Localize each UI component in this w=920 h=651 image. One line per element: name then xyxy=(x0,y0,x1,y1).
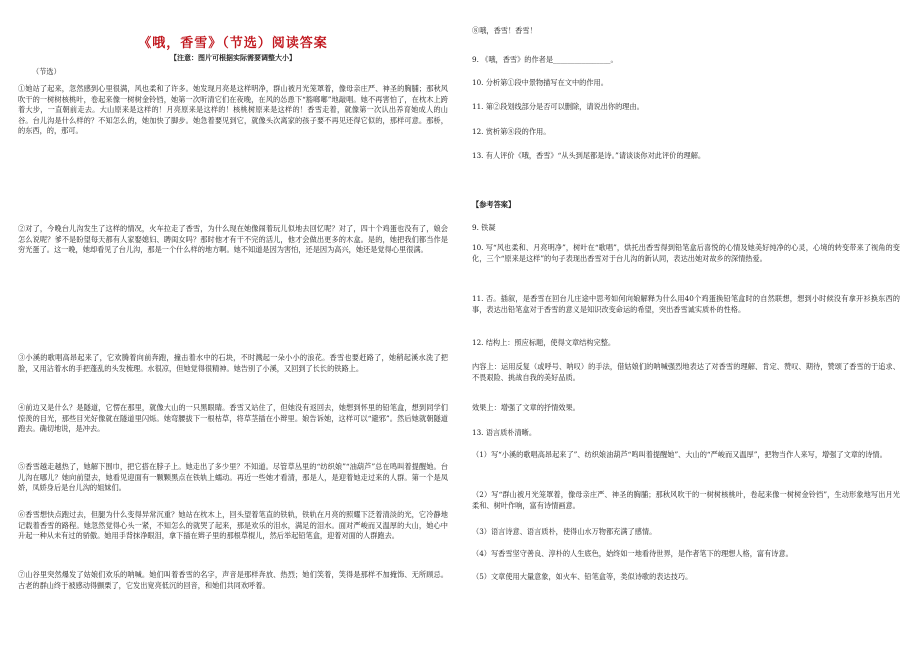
document-title: 《哦，香雪》（节选）阅读答案 xyxy=(138,36,328,51)
answer-13-point-2: （2）写“群山被月光笼罩着，像母亲庄严、神圣的胸脯；那秋风吹干的一树树核桃叶，卷起来像一树树金铃铛”，生动形象地写出月光柔和、树叶作响，富有诗情画意。 xyxy=(472,490,900,510)
answer-12-content: 内容上：运用反复（或呼号、呐叹）的手法，借姑娘们的呐喊强烈地表达了对香雪的理解、肯定、赞叹、期待，赞颂了香雪的于追求、不畏艰险、挑战自我的美好品质。 xyxy=(472,362,900,382)
question-12: 12. 赏析第⑧段的作用。 xyxy=(472,127,551,136)
paragraph-6: ⑥香雪想快点跑过去，但腿为什么变得异常沉重？她站在枕木上，回头望着笔直的铁轨，铁轨在月亮的照耀下泛着清淡的光，它冷静地记载着香雪的路程。她忽然觉得心头一紧，不知怎么的就哭了起来，那是欢乐的泪水，满足的泪水。面对严峻而又温厚的大山，她心中升起一种从未有过的骄傲。她用手背抹净眼泪，拿下插在辫子里的那根草棍儿，然后举起铅笔盒，迎着对面的人群跑去。 xyxy=(18,510,448,541)
paragraph-5: ⑤香雪越走越热了，她解下围巾，把它搭在脖子上。她走出了多少里？不知道。尽管草丛里的“纺织娘”“油葫芦”总在鸣叫着提醒她。台儿沟在哪儿？她向前望去，她看见迎面有一颗颗黑点在铁轨上蠕动。再近一些她才看清，那是人，是迎着她走过来的人群。第一个是凤娇，凤娇身后是台儿沟的姐妹们。 xyxy=(18,462,448,493)
paragraph-4: ④前边又是什么？是隧道，它愣在那里，就像大山的一只黑眼睛。香雪又站住了，但她没有返回去，她想到怀里的铅笔盒，想到同学们惊羡的目光，那些目光好像就在隧道里闪烁。她弯腰拔下一根枯草，将草茎插在小辫里。娘告诉她，这样可以“避邪”。然后她就朝隧道跑去。确切地说，是冲去。 xyxy=(18,403,448,434)
answer-13-point-5: （5）文章使用大量意象，如火车、铅笔盒等，类似诗歌的表达技巧。 xyxy=(472,572,693,581)
paragraph-2: ②对了，今晚台儿沟发生了这样的情况，火车拉走了香雪，为什么现在她像闹着玩儿似地去回忆呢？对了，四十个鸡蛋也没有了，娘会怎么说呢？爹不是盼望每天都有人家娶媳妇、聘闺女吗？那时他才有干不完的活儿，他才会做出更多的木盒。是的，她把我们都当作是穷光蛋了。这一晚，她却看见了台儿沟，那是一个什么样的地方啊。她不知道是因为害怕，还是因为高兴，她还是觉得心里很满。 xyxy=(18,224,448,255)
paragraph-1: ①她站了起来，忽然感到心里很满，风也柔和了许多。她发现月亮是这样明净，群山被月光笼罩着，像母亲庄严、神圣的胸脯；那秋风吹干的一树树核桃叶，卷起来像一树树金铃铛，她第一次听清它们在夜晚，在风的怂恿下“豁啷啷”地敲唱。她不再害怕了，在枕木上跨着大步，一直朝前走去。大山原来是这样的！月亮原来是这样的！核桃树原来是这样的！香雪走着，就像第一次认出养育她成人的山谷。台儿沟是什么样的？不知怎么的，她加快了脚步。她急着要见到它，就像头次离家的孩子要不再见还得它似的，那样可意。那桥，的东西，的，那可。 xyxy=(18,84,448,136)
paragraph-8: ⑧哦，香雪！香雪！ xyxy=(472,26,537,35)
answer-13-point-3: （3）语言诗意、语言质朴，使得山水万物都充满了感情。 xyxy=(472,527,657,536)
question-9: 9. 《哦，香雪》的作者是________________。 xyxy=(472,55,618,64)
answer-13-point-4: （4）写香雪坚守善良、淳朴的人生底色，始终如一地看待世界，是作者笔下的理想人格，富有诗意。 xyxy=(472,549,793,558)
answer-10: 10. 写“风也柔和、月亮明净”，树叶在“歌唱”，烘托出香雪得到铅笔盒后喜悦的心情及她美好纯净的心灵，心境的转变带来了视角的变化，三个“原来是这样”的句子表现出香雪对于台儿沟的新认同，表达出她对故乡的深情热爱。 xyxy=(472,243,900,263)
answer-12-effect: 效果上：增强了文章的抒情效果。 xyxy=(472,403,580,412)
question-10: 10. 分析第①段中景物描写在文中的作用。 xyxy=(472,78,608,87)
answer-9: 9. 铁凝 xyxy=(472,223,496,232)
image-note: 【注意：图片可根据实际需要调整大小】 xyxy=(170,53,296,62)
question-13: 13. 有人评价《哦，香雪》“从头到尾都是诗。”请谈谈你对此评价的理解。 xyxy=(472,151,706,160)
answer-12-structure: 12. 结构上：照应标题，使得文章结构完整。 xyxy=(472,338,616,347)
question-11: 11. 第②段划线部分是否可以删除，请说出你的理由。 xyxy=(472,102,644,111)
section-label: （节选） xyxy=(32,67,61,76)
answer-13-point-1: （1）写“小溪的歌唱高昂起来了”、纺织娘油葫芦“鸣叫着提醒她”、大山的“严峻而又温厚”，把物当作人来写，增强了文章的诗情。 xyxy=(472,450,887,459)
answer-heading: 【参考答案】 xyxy=(472,200,516,209)
paragraph-3: ③小溪的歌唱高昂起来了，它欢腾着向前奔跑，撞击着水中的石块，不时溅起一朵小小的浪花。香雪也要赶路了，她稍起溪水洗了把脸，又用沾着水的手把蓬乱的头发梳理。水很凉，但她觉得很精神。她告别了小溪，又回到了长长的铁路上。 xyxy=(18,353,448,373)
answer-11: 11. 否。插叙，是香雪在回台儿庄途中思考如何向娘解释为什么用40个鸡蛋换铅笔盒时的自然联想，想到小时候没有拿开衫换东西的事，表达出铅笔盒对于香雪的意义是知识改变命运的希望，突出香雪诚实质朴的性格。 xyxy=(472,294,900,314)
answer-13: 13. 语言质朴清晰。 xyxy=(472,428,537,437)
paragraph-7: ⑦山谷里突然爆发了姑娘们欢乐的呐喊。她们叫着香雪的名字，声音是那样奔放、热烈；她们笑着，笑得是那样不加掩饰、无所顾忌。古老的群山终于被感动得颤栗了，它发出宽亮低沉的回音，和她们共同欢呼着。 xyxy=(18,570,448,590)
